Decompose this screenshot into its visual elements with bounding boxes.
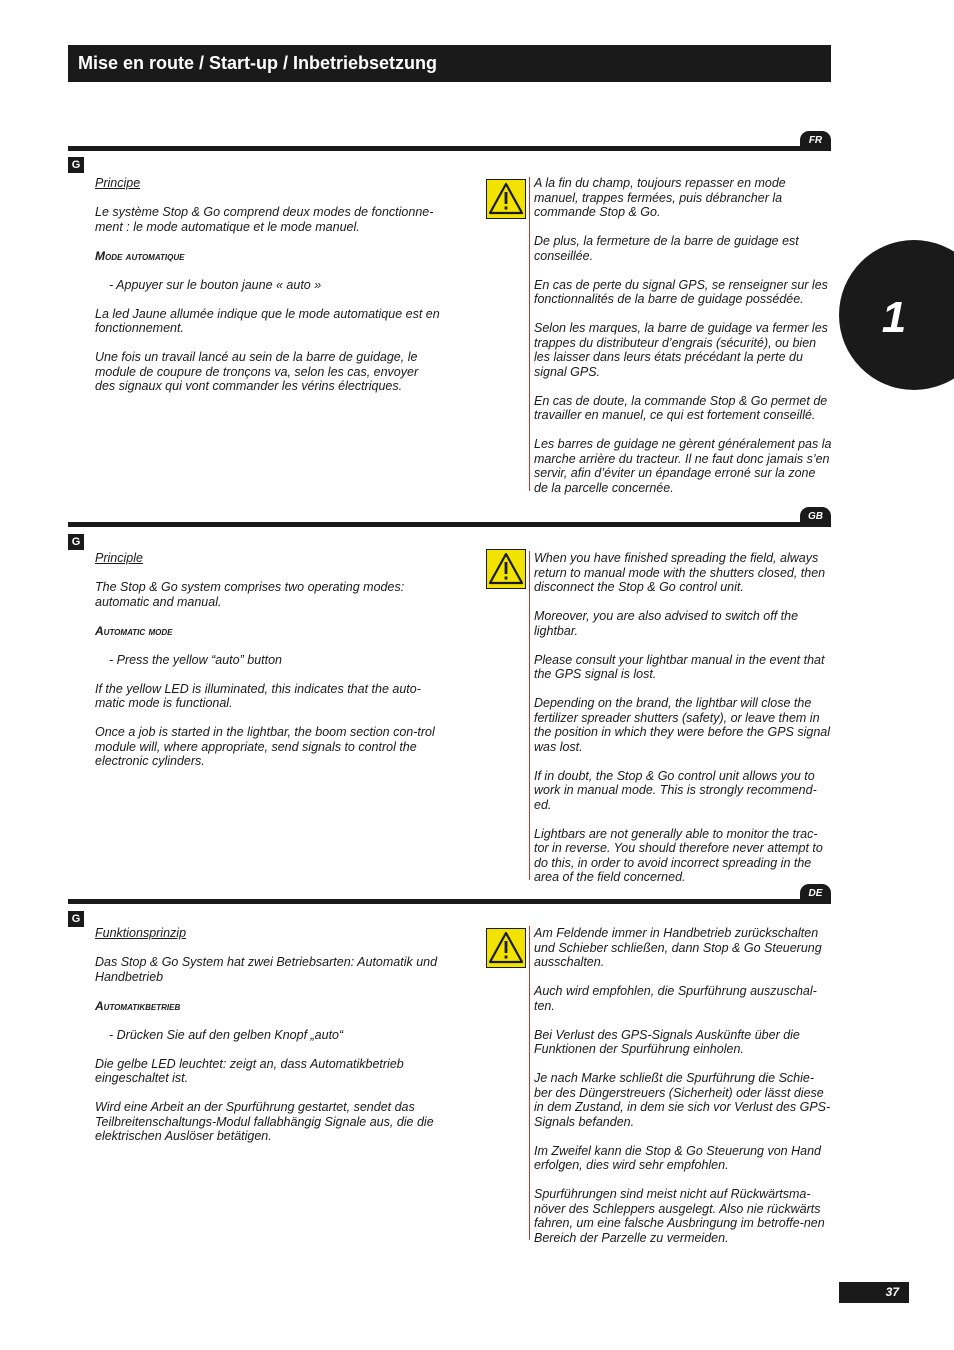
principle-intro: Le système Stop & Go comprend deux modes de fonctionne-ment : le mode automatique et le mode manuel.: [95, 205, 434, 234]
warning-paragraph: When you have finished spreading the field, always return to manual mode with the shutters closed, then disconnect the Stop & Go control unit.: [534, 551, 826, 594]
section-rule: [68, 522, 831, 527]
warning-column: [534, 926, 832, 1260]
mode-step: - Press the yellow “auto” button: [109, 652, 282, 667]
language-tab-gb: GB: [800, 507, 831, 527]
warning-column: [534, 176, 832, 510]
warning-paragraph: Bei Verlust des GPS-Signals Auskünfte über die Funktionen der Spurführung einholen.: [534, 1027, 800, 1056]
warning-paragraph: De plus, la fermeture de la barre de guidage est conseillée.: [534, 234, 799, 263]
language-tab-de: DE: [800, 884, 831, 904]
led-paragraph: If the yellow LED is illuminated, this indicates that the auto-matic mode is functional.: [95, 681, 421, 710]
section-marker: G: [68, 911, 84, 927]
mode-step: - Drücken Sie auf den gelben Knopf „auto“: [109, 1027, 344, 1042]
warning-column: [534, 551, 832, 899]
warning-paragraph: Les barres de guidage ne gèrent généralement pas la marche arrière du tracteur. Il ne faut donc jamais s’en servir, afin d’éviter un épandage erroné sur la zone de la parcelle concernée.: [534, 437, 832, 495]
warning-paragraph: Depending on the brand, the lightbar will close the fertilizer spreader shutters (safety), or leave them in the position in which they were before the GPS signal was lost.: [534, 696, 831, 754]
led-paragraph: La led Jaune allumée indique que le mode automatique est en fonctionnement.: [95, 306, 440, 335]
chapter-number: 1: [881, 293, 907, 342]
warning-icon: [486, 928, 526, 968]
page-number: 37: [839, 1282, 909, 1303]
section-marker: G: [68, 157, 84, 173]
mode-step: - Appuyer sur le bouton jaune « auto »: [109, 277, 322, 292]
warning-rule: [529, 551, 530, 880]
principle-intro: The Stop & Go system comprises two operating modes: automatic and manual.: [95, 580, 405, 609]
section-marker: G: [68, 534, 84, 550]
warning-rule: [529, 926, 530, 1240]
principle-title: Funktionsprinzip: [95, 926, 187, 940]
warning-icon: [486, 179, 526, 219]
module-paragraph: Wird eine Arbeit an der Spurführung gestartet, sendet das Teilbreitenschaltungs-Modul fallabhängig Signale aus, die die elektrischen Auslöser betätigen.: [95, 1100, 434, 1143]
warning-paragraph: Please consult your lightbar manual in the event that the GPS signal is lost.: [534, 652, 825, 681]
warning-paragraph: Lightbars are not generally able to monitor the trac-tor in reverse. You should therefore never attempt to do this, in order to avoid incorrect spreading in the area of the field concerned.: [534, 826, 823, 884]
section-rule: [68, 146, 831, 151]
warning-paragraph: Am Feldende immer in Handbetrieb zurückschalten und Schieber schließen, dann Stop & Go Steuerung ausschalten.: [534, 926, 822, 969]
section-rule: [68, 899, 831, 904]
mode-subheading: Automatikbetrieb: [95, 998, 181, 1013]
warning-paragraph: Im Zweifel kann die Stop & Go Steuerung von Hand erfolgen, dies wird sehr empfohlen.: [534, 1143, 821, 1172]
warning-paragraph: En cas de doute, la commande Stop & Go permet de travailler en manuel, ce qui est fortement conseillé.: [534, 393, 828, 422]
principle-column: [95, 176, 440, 408]
warning-paragraph: En cas de perte du signal GPS, se renseigner sur les fonctionnalités de la barre de guidage possédée.: [534, 277, 828, 306]
warning-paragraph: Je nach Marke schließt die Spurführung die Schie-ber des Düngerstreuers (Sicherheit) oder lässt diese in dem Zustand, in dem sie sich vor Verlust des GPS-Signals befanden.: [534, 1071, 831, 1129]
page-header: [68, 45, 831, 82]
page-title: Mise en route / Start-up / Inbetriebsetzung: [78, 53, 438, 73]
warning-paragraph: Moreover, you are also advised to switch off the lightbar.: [534, 609, 799, 638]
warning-paragraph: Auch wird empfohlen, die Spurführung auszuschal-ten.: [534, 984, 817, 1013]
mode-subheading: Mode automatique: [95, 248, 185, 263]
module-paragraph: Once a job is started in the lightbar, the boom section con-trol module will, where appropriate, send signals to control the electronic cylinders.: [95, 725, 435, 768]
led-paragraph: Die gelbe LED leuchtet: zeigt an, dass Automatikbetrieb eingeschaltet ist.: [95, 1056, 404, 1085]
warning-icon: [486, 549, 526, 589]
principle-title: Principe: [95, 176, 141, 190]
language-tab-fr: FR: [800, 131, 831, 151]
principle-title: Principle: [95, 551, 143, 565]
warning-rule: [529, 177, 530, 491]
warning-paragraph: A la fin du champ, toujours repasser en mode manuel, trappes fermées, puis débrancher la commande Stop & Go.: [534, 176, 786, 219]
warning-paragraph: Spurführungen sind meist nicht auf Rückwärtsma-növer des Schleppers ausgelegt. Also nie rückwärts fahren, um eine falsche Ausbringung im betroffe-nen Bereich der Parzelle zu vermeiden.: [534, 1187, 825, 1245]
principle-intro: Das Stop & Go System hat zwei Betriebsarten: Automatik und Handbetrieb: [95, 955, 438, 984]
warning-paragraph: Selon les marques, la barre de guidage va fermer les trappes du distributeur d’engrais (sécurité), ou bien les laisser dans leurs états précédant la perte du signal GPS.: [534, 321, 828, 379]
principle-column: [95, 551, 440, 783]
mode-subheading: Automatic mode: [95, 623, 173, 638]
principle-column: [95, 926, 440, 1158]
warning-paragraph: If in doubt, the Stop & Go control unit allows you to work in manual mode. This is strongly recommend-ed.: [534, 768, 817, 812]
module-paragraph: Une fois un travail lancé au sein de la barre de guidage, le module de coupure de tronçons va, selon les cas, envoyer des signaux qui vont commander les vérins électriques.: [95, 350, 419, 393]
